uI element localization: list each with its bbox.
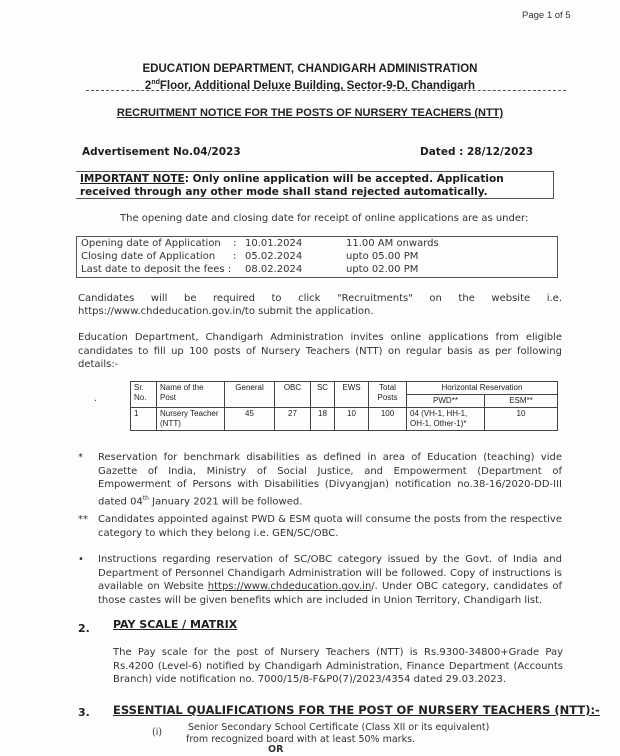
table-header-row	[131, 382, 558, 395]
date-value: 05.02.2024	[245, 251, 303, 262]
cell-general: 45	[225, 408, 275, 431]
or-separator: OR	[268, 744, 284, 755]
date-sep: :	[233, 251, 237, 262]
th-sr-no: Sr. No.	[131, 382, 157, 408]
section-3-number: 3.	[78, 706, 90, 719]
footnote-text: Candidates appointed against PWD & ESM quota will consume the posts from the respective category to which they belong i.e. GEN/SC/OBC.	[98, 514, 562, 539]
date-row-fees	[81, 263, 553, 276]
th-sc: SC	[311, 382, 335, 408]
th-pwd: PWD**	[407, 395, 485, 408]
footnote-text: Reservation for benchmark disabilities as defined in area of Education (teaching) vide Gazette of India, Ministry of Social Justice, and Empowerment (Department of Empowerment of Persons with Disabilities (Divyangjan) notification no.38-16/2020-DD-III dated 04	[98, 452, 562, 507]
footnote-text-end: /. Under OBC category, candidates of those castes will be given benefits which are included in Union Territory, Chandigarh list.	[98, 581, 563, 606]
footnote-text: Instructions regarding reservation of SC/OBC category issued by the Govt. of India and Department of Personnel Chandigarh Administration will be followed. Copy of instructions is available on Website	[98, 554, 562, 592]
cell-sr-no: 1	[131, 408, 157, 431]
th-obc: OBC	[275, 382, 311, 408]
table-row	[131, 408, 558, 431]
stray-dot: ·	[94, 396, 98, 407]
date-time: 11.00 AM onwards	[346, 238, 439, 249]
footnote-disability-reservation	[78, 451, 562, 508]
address-rest: Floor, Additional Deluxe Building, Sector-9-D, Chandigarh	[159, 79, 476, 92]
qualification-line2: from recognized board with at least 50% marks.	[186, 734, 416, 745]
page-indicator: Page 1 of 5	[522, 10, 571, 21]
address-floor: 2	[144, 79, 152, 92]
cell-obc: 27	[275, 408, 311, 431]
cell-pwd: 04 (VH-1, HH-1, OH-1, Other-1)*	[407, 408, 485, 431]
dashed-divider	[86, 90, 566, 91]
cell-esm: 10	[485, 408, 558, 431]
th-post-name: Name of the Post	[157, 382, 225, 408]
advertisement-date: Dated : 28/12/2023	[420, 146, 534, 158]
date-sep: :	[233, 238, 237, 249]
th-esm: ESM**	[485, 395, 558, 408]
notice-title: RECRUITMENT NOTICE FOR THE POSTS OF NURSERY TEACHERS (NTT)	[116, 107, 504, 119]
important-note-label: IMPORTANT NOTE	[80, 173, 185, 185]
section-2-body: The Pay scale for the post of Nursery Teachers (NTT) is Rs.9300-34800+Grade Pay Rs.4200 (Level-6) notified by Chandigarh Administration, Finance Department (Accounts Branch) vide notification no. 7000/15/8-F&P0(7)/2023/4354 dated 29.03.2023.	[113, 647, 563, 685]
cell-total: 100	[369, 408, 407, 431]
cell-sc: 18	[311, 408, 335, 431]
date-label: Closing date of Application	[81, 251, 216, 262]
date-time: upto 05.00 PM	[346, 251, 419, 262]
date-time: upto 02.00 PM	[346, 264, 419, 275]
bullet-icon: •	[78, 554, 84, 565]
th-horizontal-reservation: Horizontal Reservation	[407, 382, 558, 395]
date-label: Last date to deposit the fees :	[81, 264, 232, 275]
footnote-text-end: January 2021 will be followed.	[148, 495, 303, 507]
footnote-marker: *	[78, 452, 83, 463]
posts-table	[130, 381, 558, 431]
recruitments-instruction-line2: https://www.chdeducation.gov.in/to submit the application.	[78, 306, 374, 317]
important-note-box	[76, 171, 554, 199]
qualification-marker: (i)	[152, 727, 163, 738]
footnote-sc-obc-instructions	[78, 553, 562, 607]
section-2-number: 2.	[78, 622, 90, 635]
footnote-pwd-esm-quota	[78, 513, 562, 540]
advertisement-number: Advertisement No.04/2023	[82, 146, 241, 158]
invite-paragraph: Education Department, Chandigarh Administration invites online applications from eligible candidates to fill up 100 posts of Nursery Teachers (NTT) on regular basis as per following details:-	[78, 332, 562, 370]
date-row-opening	[81, 237, 553, 250]
date-label: Opening date of Application	[81, 238, 221, 249]
application-dates-box	[76, 236, 558, 278]
section-2-title: PAY SCALE / MATRIX	[113, 618, 238, 631]
recruitments-instruction-line1: Candidates will be required to click "Recruitments" on the website i.e.	[78, 293, 562, 304]
qualification-line1: Senior Secondary School Certificate (Class XII or its equivalent)	[188, 722, 490, 733]
th-total-posts: Total Posts	[369, 382, 407, 408]
address-floor-suffix: nd	[151, 79, 160, 86]
th-ews: EWS	[335, 382, 369, 408]
th-general: General	[225, 382, 275, 408]
footnote-sup: th	[142, 494, 149, 502]
date-row-closing	[81, 250, 553, 263]
footnote-marker: **	[78, 514, 88, 525]
website-link[interactable]: https://www.chdeducation.gov.in	[207, 581, 372, 592]
important-note-text: : Only online application will be accepted. Application received through any other mode shall stand rejected automatically.	[80, 173, 504, 198]
cell-post-name: Nursery Teacher (NTT)	[157, 408, 225, 431]
date-value: 10.01.2024	[245, 238, 303, 249]
org-title: EDUCATION DEPARTMENT, CHANDIGARH ADMINISTRATION	[142, 63, 478, 75]
date-value: 08.02.2024	[245, 264, 303, 275]
section-3-title: ESSENTIAL QUALIFICATIONS FOR THE POST OF NURSERY TEACHERS (NTT):-	[113, 703, 600, 717]
cell-ews: 10	[335, 408, 369, 431]
dates-intro: The opening date and closing date for receipt of online applications are as under:	[120, 213, 529, 224]
